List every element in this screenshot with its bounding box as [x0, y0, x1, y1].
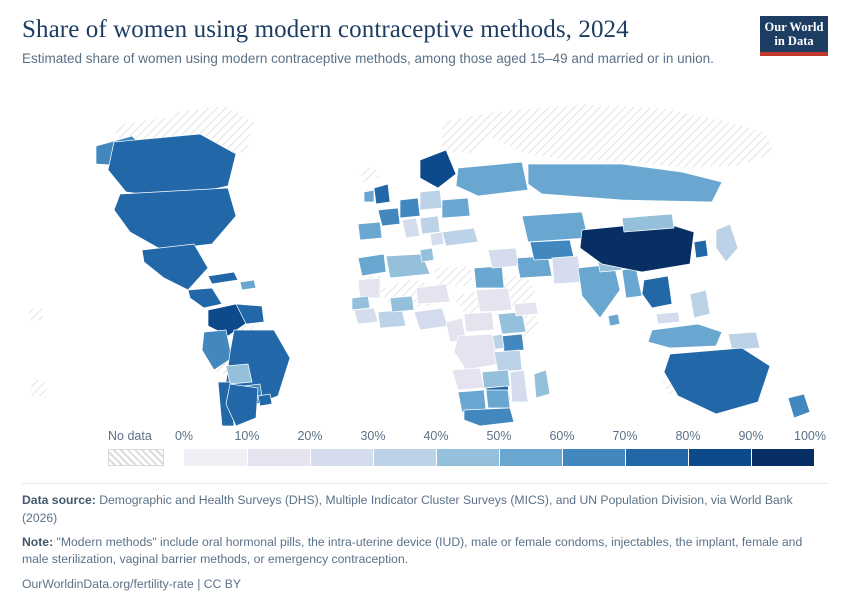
note-line — [22, 534, 828, 569]
country-kazakhstan[interactable] — [522, 212, 588, 242]
country-united-states[interactable] — [114, 188, 236, 250]
country-yemen[interactable] — [514, 302, 538, 316]
country-tanzania[interactable] — [494, 350, 522, 372]
legend-color-bar[interactable] — [108, 449, 798, 466]
country-mauritania[interactable] — [358, 278, 380, 298]
region-west-africa-coast[interactable] — [378, 310, 406, 328]
country-new-zealand[interactable] — [788, 394, 810, 418]
country-iberia[interactable] — [358, 222, 382, 240]
legend-tick-20: 20% — [297, 429, 323, 444]
country-germany[interactable] — [400, 198, 420, 218]
country-tunisia[interactable] — [420, 248, 434, 262]
note-text: "Modern methods" include oral hormonal pills, the intra-uterine device (IUD), male or female condoms, injectables, the implant, female and male sterilization, vaginal barrier methods, or emergency contraception. — [22, 534, 803, 567]
legend-tick-50: 50% — [486, 429, 512, 444]
country-cuba[interactable] — [208, 272, 238, 284]
legend-tick-90: 90% — [738, 429, 764, 444]
country-niger[interactable] — [416, 284, 450, 304]
region-southwest-islands[interactable] — [30, 378, 48, 398]
country-central-african-republic[interactable] — [464, 312, 494, 332]
legend-tick-100: 100% — [794, 429, 826, 444]
country-uruguay[interactable] — [258, 394, 272, 406]
legend-bin-80-90[interactable] — [688, 449, 751, 466]
country-indonesia[interactable] — [648, 324, 722, 348]
owid-logo-line1: Our World — [764, 20, 824, 34]
legend-bin-40-50[interactable] — [436, 449, 499, 466]
data-source-line — [22, 492, 828, 527]
country-philippines[interactable] — [690, 290, 710, 318]
region-indochina[interactable] — [642, 276, 672, 308]
country-senegal[interactable] — [352, 296, 370, 310]
country-morocco[interactable] — [358, 254, 386, 276]
legend-tick-40: 40% — [423, 429, 449, 444]
country-hispaniola[interactable] — [240, 280, 256, 290]
country-ireland[interactable] — [364, 190, 374, 202]
country-sudan[interactable] — [476, 288, 512, 312]
chart-footer — [22, 483, 828, 593]
region-bangladesh-myanmar[interactable] — [622, 268, 642, 298]
legend-no-data-label: No data — [108, 429, 152, 444]
country-zambia[interactable] — [482, 370, 510, 388]
country-papua-new-guinea[interactable] — [728, 332, 760, 350]
country-united-kingdom[interactable] — [374, 184, 390, 204]
country-australia[interactable] — [664, 348, 770, 414]
legend-bin-30-40[interactable] — [373, 449, 436, 466]
country-bolivia[interactable] — [226, 364, 252, 384]
region-guinea-coast[interactable] — [354, 308, 378, 324]
owid-logo-line2: in Data — [774, 34, 814, 49]
country-poland[interactable] — [420, 190, 442, 210]
region-levant[interactable] — [488, 248, 518, 268]
owid-logo[interactable] — [760, 16, 828, 56]
country-russia-east[interactable] — [528, 164, 722, 202]
legend-tick-60: 60% — [549, 429, 575, 444]
country-south-africa[interactable] — [464, 408, 514, 426]
country-mexico[interactable] — [142, 244, 208, 290]
country-korea[interactable] — [694, 240, 708, 258]
legend-scale[interactable] — [184, 449, 814, 466]
country-kenya[interactable] — [502, 334, 524, 352]
country-greece[interactable] — [430, 232, 444, 246]
world-map-svg[interactable] — [22, 82, 828, 427]
legend-tick-70: 70% — [612, 429, 638, 444]
country-botswana[interactable] — [486, 390, 510, 408]
legend-tick-10: 10% — [234, 429, 260, 444]
country-madagascar[interactable] — [534, 370, 550, 398]
country-scandinavia-north[interactable] — [442, 112, 492, 154]
data-source-text: Demographic and Health Surveys (DHS), Multiple Indicator Cluster Surveys (MICS), and UN Population Division, via World Bank (2026) — [22, 493, 793, 525]
legend-bin-10-20[interactable] — [247, 449, 310, 466]
country-italy[interactable] — [402, 218, 420, 238]
legend-tick-0: 0% — [174, 429, 194, 444]
owid-credit-link[interactable]: OurWorldinData.org/fertility-rate | CC BY — [22, 576, 241, 591]
country-nigeria[interactable] — [414, 308, 448, 330]
country-turkey[interactable] — [442, 228, 478, 246]
country-russia-west[interactable] — [456, 162, 528, 196]
page-title: Share of women using modern contraceptive methods, 2024 — [22, 16, 629, 43]
country-malaysia[interactable] — [656, 312, 680, 324]
country-burkina-faso[interactable] — [390, 296, 414, 312]
country-dr-congo[interactable] — [454, 334, 498, 370]
credit-line — [22, 576, 828, 593]
legend-bin-50-60[interactable] — [499, 449, 562, 466]
data-source-label: Data source: — [22, 493, 96, 508]
country-russia-north[interactable] — [492, 104, 774, 168]
legend-bin-0-10[interactable] — [184, 449, 247, 466]
page-subtitle: Estimated share of women using modern contraceptive methods, among those aged 15–49 and married or in union. — [22, 51, 714, 66]
legend-bin-90-100[interactable] — [751, 449, 814, 466]
country-angola[interactable] — [452, 368, 484, 390]
world-map[interactable] — [22, 82, 828, 427]
country-mozambique[interactable] — [510, 370, 528, 402]
country-ukraine[interactable] — [442, 198, 470, 218]
legend-tick-80: 80% — [675, 429, 701, 444]
legend-bin-60-70[interactable] — [562, 449, 625, 466]
legend-bin-20-30[interactable] — [310, 449, 373, 466]
country-scandinavia[interactable] — [420, 150, 456, 188]
region-west-islands[interactable] — [28, 306, 44, 322]
chart-header — [22, 16, 828, 68]
country-sri-lanka[interactable] — [608, 314, 620, 326]
country-egypt[interactable] — [474, 266, 504, 288]
legend-tick-labels — [108, 429, 826, 445]
legend-no-data-swatch[interactable] — [108, 449, 164, 466]
country-namibia[interactable] — [458, 390, 486, 412]
legend-bin-70-80[interactable] — [625, 449, 688, 466]
region-afghanistan-pakistan[interactable] — [552, 256, 582, 284]
country-japan[interactable] — [716, 224, 738, 262]
map-legend[interactable] — [22, 429, 828, 475]
legend-tick-30: 30% — [360, 429, 386, 444]
country-india[interactable] — [578, 264, 620, 318]
region-central-america[interactable] — [188, 288, 222, 308]
country-france[interactable] — [378, 208, 400, 226]
note-label: Note: — [22, 534, 54, 549]
country-iceland[interactable] — [358, 166, 380, 182]
region-balkans[interactable] — [420, 216, 440, 234]
